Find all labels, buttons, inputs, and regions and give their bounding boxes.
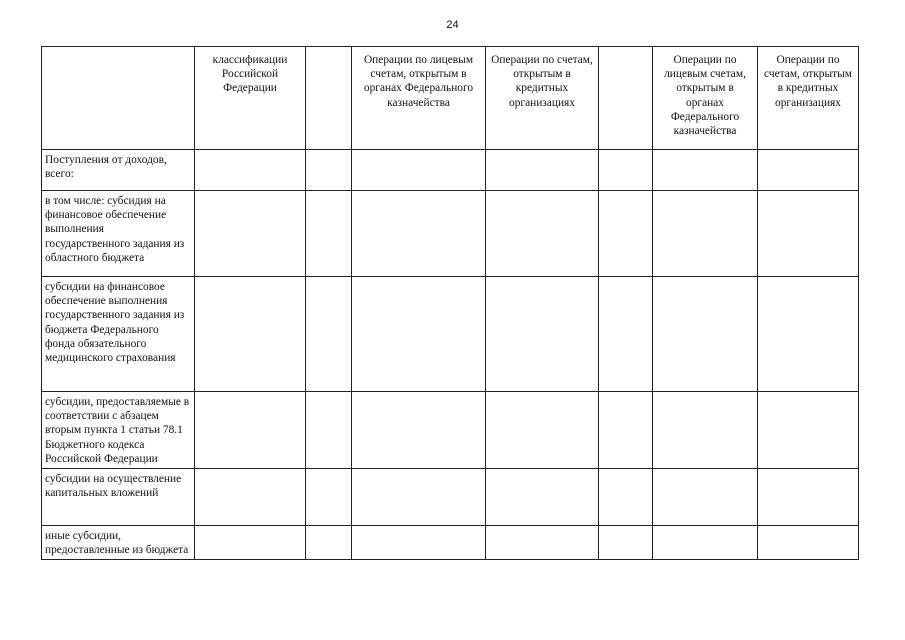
header-cell-credit-accounts: Операции по счетам, открытым в кредитных организациях [486, 47, 599, 150]
table-cell [306, 526, 352, 560]
table-cell [653, 392, 758, 469]
header-cell-treasury-accounts: Операции по лицевым счетам, открытым в органах Федерального казначейства [653, 47, 758, 150]
table-cell [352, 526, 486, 560]
table-cell [352, 469, 486, 526]
table-cell [352, 277, 486, 392]
header-cell-label [42, 47, 195, 150]
table-cell [306, 191, 352, 277]
table-cell [195, 191, 306, 277]
table-cell [758, 191, 859, 277]
table-cell [599, 392, 653, 469]
table-cell [599, 277, 653, 392]
table-cell [758, 392, 859, 469]
table-cell [758, 469, 859, 526]
table-row [42, 150, 859, 191]
table-cell [486, 191, 599, 277]
header-cell-empty [306, 47, 352, 150]
table-cell [758, 150, 859, 191]
table-cell [195, 469, 306, 526]
header-cell-treasury-accounts: Операции по лицевым счетам, открытым в органах Федерального казначейства [352, 47, 486, 150]
table-row [42, 526, 859, 560]
budget-table [41, 46, 859, 560]
table-cell [306, 469, 352, 526]
row-label: иные субсидии, предоставленные из бюджета [42, 526, 195, 560]
table-cell [195, 150, 306, 191]
table-cell [352, 392, 486, 469]
table-cell [599, 191, 653, 277]
table-cell [195, 526, 306, 560]
table-cell [653, 191, 758, 277]
header-cell-credit-accounts: Операции по счетам, открытым в кредитных организациях [758, 47, 859, 150]
table-cell [195, 392, 306, 469]
table-cell [486, 469, 599, 526]
table-cell [306, 392, 352, 469]
table-row [42, 191, 859, 277]
table-cell [599, 526, 653, 560]
table-row [42, 392, 859, 469]
table-cell [653, 469, 758, 526]
table-cell [653, 277, 758, 392]
page-number: 24 [446, 19, 459, 31]
table-cell [352, 191, 486, 277]
row-label: Поступления от доходов, всего: [42, 150, 195, 191]
table-cell [352, 150, 486, 191]
table-cell [486, 526, 599, 560]
table-cell [486, 277, 599, 392]
row-label: субсидии, предоставляемые в соответствии с абзацем вторым пункта 1 статьи 78.1 Бюджетного кодекса Российской Федерации [42, 392, 195, 469]
table-cell [306, 277, 352, 392]
table-cell [599, 469, 653, 526]
table-cell [486, 150, 599, 191]
header-cell-empty [599, 47, 653, 150]
table-cell [653, 150, 758, 191]
table-row [42, 277, 859, 392]
table-cell [599, 150, 653, 191]
table-row [42, 469, 859, 526]
table-cell [758, 277, 859, 392]
row-label: в том числе: субсидия на финансовое обеспечение выполнения государственного задания из областного бюджета [42, 191, 195, 277]
row-label: субсидии на осуществление капитальных вложений [42, 469, 195, 526]
row-label: субсидии на финансовое обеспечение выполнения государственного задания из бюджета Федерального фонда обязательного медицинского страхования [42, 277, 195, 392]
table-cell [306, 150, 352, 191]
table-cell [195, 277, 306, 392]
header-cell-classification: классификации Российской Федерации [195, 47, 306, 150]
table-header-row [42, 47, 859, 150]
table-cell [486, 392, 599, 469]
table-cell [758, 526, 859, 560]
table-cell [653, 526, 758, 560]
